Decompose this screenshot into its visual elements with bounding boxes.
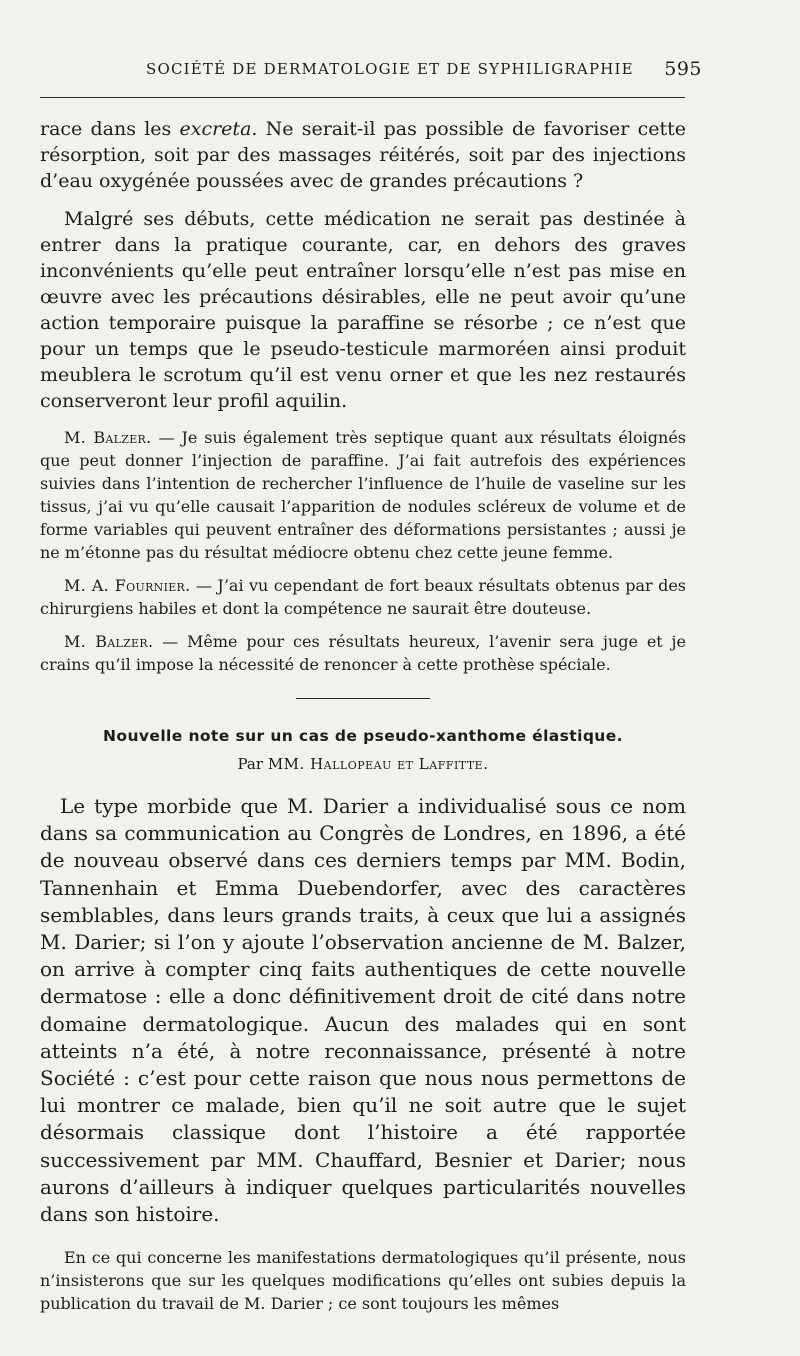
page-number: 595 <box>664 58 702 80</box>
note-authors <box>40 755 686 773</box>
speaker-name: M. Balzer. <box>64 632 154 651</box>
section-divider <box>296 698 430 699</box>
paragraph-text: race dans les <box>40 118 180 140</box>
paragraph-manifestations: En ce qui concerne les manifestations dermatologiques qu’il présente, nous n’insisterons que sur les quelques modifications qu’elles ont subies depuis la publication du travail de M. Darier ; ce sont toujours les mêmes <box>40 1248 686 1314</box>
speaker-name: M. Balzer. <box>64 428 152 447</box>
speaker-name: M. A. Fournier. <box>64 576 191 595</box>
remark-fournier <box>40 574 686 620</box>
paragraph-resorption <box>40 116 686 194</box>
remark-text: — Même pour ces résultats heureux, l’avenir sera juge et je crains qu’il impose la nécessité de renoncer à cette prothèse spéciale. <box>40 632 686 674</box>
running-head <box>62 58 702 86</box>
authors-prefix: Par <box>237 755 268 773</box>
italic-term: excreta <box>179 118 252 140</box>
remark-balzer-1 <box>40 426 686 564</box>
page-body <box>40 116 686 1325</box>
remark-text: — Je suis également très septique quant aux résultats éloignés que peut donner l’injection de paraffine. J’ai fait autrefois des expériences suivies dans l’intention de rechercher l’influence de l’huile de vaseline sur les tissus, j’ai vu qu’elle causait l’apparition de nodules scléreux de volume et de forme variables qui peuvent entraîner des déformations persistantes ; aussi je ne m’étonne pas du résultat médiocre obtenu chez cette jeune femme. <box>40 428 686 562</box>
running-title: SOCIÉTÉ DE DERMATOLOGIE ET DE SYPHILIGRAPHIE <box>146 60 634 78</box>
note-title: Nouvelle note sur un cas de pseudo-xanthome élastique. <box>103 727 623 745</box>
paragraph-morbid-type: Le type morbide que M. Darier a individualisé sous ce nom dans sa communication au Congrès de Londres, en 1896, a été de nouveau observé dans ces derniers temps par MM. Bodin, Tannenhain et Emma Duebendorfer, avec des caractères semblables, dans leurs grands traits, à ceux que lui a assignés M. Darier; si l’on y ajoute l’observation ancienne de M. Balzer, on arrive à compter cinq faits authentiques de cette nouvelle dermatose : elle a donc définitivement droit de cité dans notre domaine dermatologique. Aucun des malades qui en sont atteints n’a été, à notre reconnaissance, présenté à notre Société : c’est pour cette raison que nous nous permettons de lui montrer ce malade, bien qu’il ne soit autre que le sujet désormais classique dont l’histoire a été rapportée successivement par MM. Chauffard, Besnier et Darier; nous aurons d’ailleurs à indiquer quelques particularités nouvelles dans son histoire. <box>40 794 686 1227</box>
header-rule <box>40 97 685 98</box>
remark-text: — J’ai vu cependant de fort beaux résultats obtenus par des chirurgiens habiles et dont la compétence ne saurait être douteuse. <box>40 576 686 618</box>
remark-balzer-2 <box>40 630 686 676</box>
paragraph-medication: Malgré ses débuts, cette médication ne serait pas destinée à entrer dans la pratique courante, car, en dehors des graves inconvénients qu’elle peut entraîner lorsqu’elle n’est pas mise en œuvre avec les précautions désirables, elle ne peut avoir qu’une action temporaire puisque la paraffine se résorbe ; ce n’est que pour un temps que le pseudo-testicule marmoréen ainsi produit meublera le scrotum qu’il est venu orner et que les nez restaurés conserveront leur profil aquilin. <box>40 208 686 412</box>
paragraph-text: . Ne serait-il pas possible de favoriser cette résorption, soit par des massages réitérés, soit par des injections d’eau oxygénée poussées avec de grandes précautions ? <box>40 118 686 192</box>
authors-names: MM. Hallopeau et Laffitte. <box>267 755 489 773</box>
